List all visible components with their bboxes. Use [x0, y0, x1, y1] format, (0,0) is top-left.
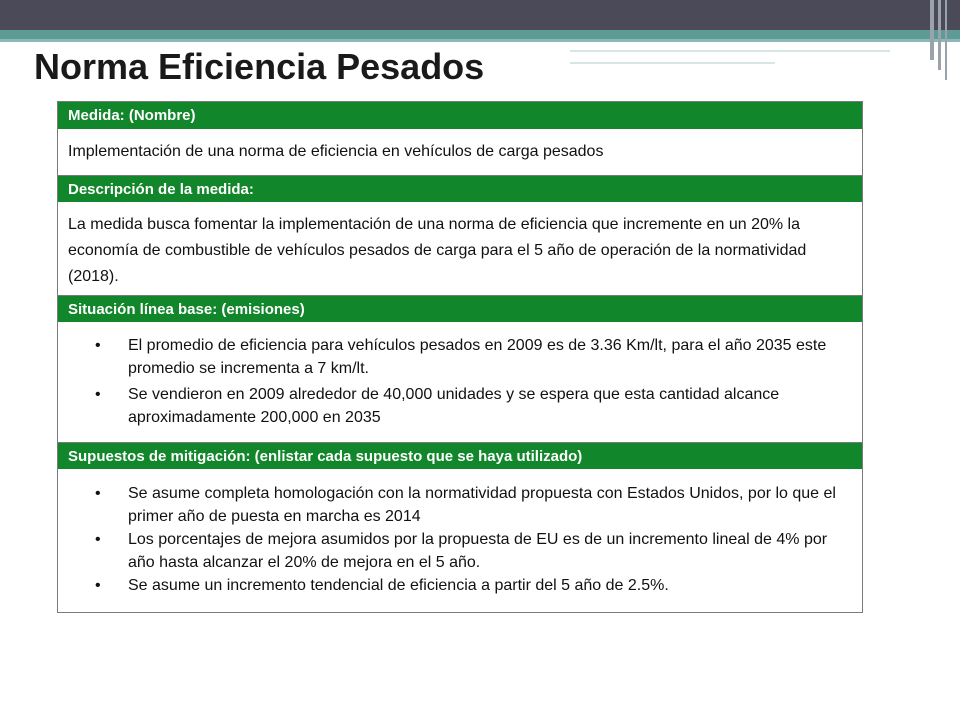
decorative-line	[570, 62, 775, 64]
list-item: • El promedio de eficiencia para vehículos pesados en 2009 es de 3.36 Km/lt, para el año 2035 este promedio se incrementa a 7 km/lt.	[128, 334, 852, 380]
decorative-vertical-bar	[938, 0, 941, 70]
decorative-line	[570, 50, 890, 52]
top-decorative-band	[0, 0, 960, 30]
bullet-icon: •	[95, 531, 101, 548]
bullet-icon: •	[95, 386, 101, 403]
section-header-descripcion: Descripción de la medida:	[58, 175, 862, 202]
decorative-vertical-bar	[930, 0, 934, 60]
section-header-medida: Medida: (Nombre)	[58, 102, 862, 129]
section-body-supuestos	[58, 469, 862, 612]
list-item: • Se vendieron en 2009 alrededor de 40,000 unidades y se espera que esta cantidad alcance aproximadamente 200,000 en 2035	[128, 383, 852, 429]
list-item: • Se asume un incremento tendencial de eficiencia a partir del 5 año de 2.5%.	[128, 574, 852, 597]
teal-decorative-band	[0, 30, 960, 39]
measure-table	[57, 101, 863, 613]
teal-decorative-line	[0, 39, 960, 42]
list-item: • Se asume completa homologación con la normatividad propuesta con Estados Unidos, por lo que el primer año de puesta en marcha es 2014	[128, 482, 852, 528]
bullet-icon: •	[95, 485, 101, 502]
slide-title: Norma Eficiencia Pesados	[34, 46, 485, 87]
section-body-situacion	[58, 322, 862, 442]
section-header-situacion: Situación línea base: (emisiones)	[58, 295, 862, 322]
list-item: • Los porcentajes de mejora asumidos por la propuesta de EU es de un incremento lineal de 4% por año hasta alcanzar el 20% de mejora en el 5 año.	[128, 528, 852, 574]
section-body-descripcion: La medida busca fomentar la implementación de una norma de eficiencia que incremente en un 20% la economía de combustible de vehículos pesados de carga para el 5 año de operación de la normatividad (2018).	[68, 216, 807, 285]
bullet-icon: •	[95, 577, 101, 594]
section-header-supuestos: Supuestos de mitigación: (enlistar cada supuesto que se haya utilizado)	[58, 442, 862, 469]
decorative-vertical-bar	[945, 0, 947, 80]
section-body-medida: Implementación de una norma de eficiencia en vehículos de carga pesados	[68, 143, 604, 160]
bullet-icon: •	[95, 337, 101, 354]
